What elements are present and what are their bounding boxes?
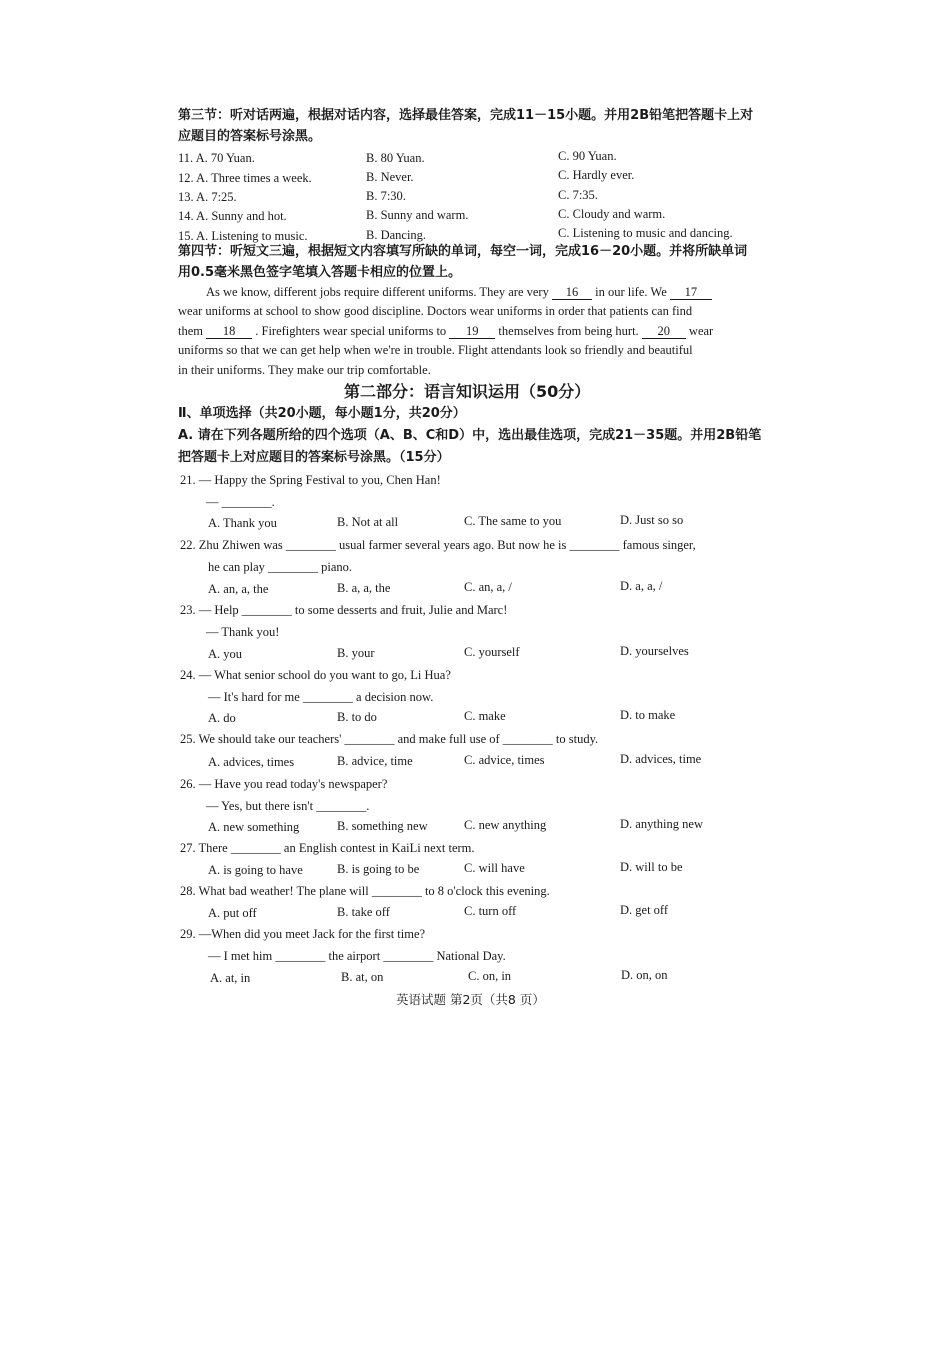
passage-line-2: wear uniforms at school to show good discipline. Doctors wear uniforms in order that patients can find [178,304,693,318]
mcq-25-stem: 25. We should take our teachers' ________ and make full use of ________ to study. [180,732,599,746]
passage-line-5: in their uniforms. They make our trip comfortable. [178,363,431,377]
mcq-26-reply: — Yes, but there isn't ________. [206,799,370,813]
question-14-option-a: 14. A. Sunny and hot. [178,209,287,223]
mcq-27-option-d: D. will to be [620,860,683,874]
mcq-23-option-a: A. you [208,647,243,661]
page-footer: 英语试题 第2页（共8 页） [396,992,545,1007]
mcq-24-option-c: C. make [464,709,506,723]
question-12-option-c: C. Hardly ever. [558,168,635,182]
blank-16: 16 [552,285,592,300]
mcq-25-option-a: A. advices, times [208,755,295,769]
mcq-27-option-b: B. is going to be [337,862,420,876]
mcq-27-option-c: C. will have [464,861,525,875]
mcq-23-stem: 23. — Help ________ to some desserts and fruit, Julie and Marc! [180,603,508,617]
blank-20: 20 [642,324,686,339]
mcq-27-option-a: A. is going to have [208,863,303,877]
passage-text: As we know, different jobs require different uniforms. They are very [206,285,549,299]
question-15-option-b: B. Dancing. [366,228,427,242]
mcq-26-option-d: D. anything new [620,817,703,831]
question-12-option-a: 12. A. Three times a week. [178,171,312,185]
question-13-option-a: 13. A. 7:25. [178,190,237,204]
mcq-21-option-b: B. Not at all [337,515,399,529]
mcq-28-option-d: D. get off [620,903,669,917]
part2-heading: 第二部分：语言知识运用（50分） [344,382,591,401]
mcq-29-stem: 29. —When did you meet Jack for the first time? [180,927,426,941]
question-11-option-a: 11. A. 70 Yuan. [178,151,255,165]
mcq-24-option-a: A. do [208,711,236,725]
mcq-24-option-b: B. to do [337,710,377,724]
mcq-22-stem: 22. Zhu Zhiwen was ________ usual farmer several years ago. But now he is ________ famous singer, [180,538,696,552]
question-11-option-b: B. 80 Yuan. [366,151,425,165]
mcq-24-stem: 24. — What senior school do you want to go, Li Hua? [180,668,451,682]
question-13-option-c: C. 7:35. [558,188,598,202]
mcq-29-option-d: D. on, on [621,968,668,982]
part2-sub-heading: Ⅱ、单项选择（共20小题，每小题1分，共20分） [178,406,466,421]
section4-instruction-line2: 用0.5毫米黑色签字笔填入答题卡相应的位置上。 [178,265,462,280]
passage-text: in our life. We [595,285,667,299]
mcq-24-option-d: D. to make [620,708,676,722]
mcq-27-stem: 27. There ________ an English contest in KaiLi next term. [180,841,475,855]
mcq-26-option-b: B. something new [337,819,428,833]
section4-instruction-line1: 第四节：听短文三遍，根据短文内容填写所缺的单词，每空一词，完成16－20小题。并将所缺单词 [178,244,748,259]
passage-text: . Firefighters wear special uniforms to [255,324,447,338]
mcq-29-option-b: B. at, on [341,970,384,984]
mcq-28-option-c: C. turn off [464,904,517,918]
question-12-option-b: B. Never. [366,170,414,184]
mcq-21-option-a: A. Thank you [208,516,277,530]
mcq-28-option-a: A. put off [208,906,257,920]
section3-instruction-line1: 第三节：听对话两遍，根据对话内容，选择最佳答案，完成11－15小题。并用2B铅笔把答题卡上对 [178,108,754,123]
mcq-22-option-c: C. an, a, / [464,580,512,594]
question-15-option-a: 15. A. Listening to music. [178,229,308,243]
question-14-option-b: B. Sunny and warm. [366,208,469,222]
mcq-23-reply: — Thank you! [206,625,280,639]
mcq-22-option-a: A. an, a, the [208,582,269,596]
question-15-option-c: C. Listening to music and dancing. [558,226,733,240]
mcq-28-stem: 28. What bad weather! The plane will ________ to 8 o'clock this evening. [180,884,550,898]
blank-18: 18 [206,324,252,339]
mcq-26-option-c: C. new anything [464,818,547,832]
mcq-29-reply: — I met him ________ the airport ________ National Day. [208,949,506,963]
question-14-option-c: C. Cloudy and warm. [558,207,666,221]
mcq-22-option-b: B. a, a, the [337,581,391,595]
passage-text: wear [688,324,714,338]
passage-line-3 [178,322,713,340]
mcq-25-option-d: D. advices, time [620,752,702,766]
passage-text: themselves from being hurt. [498,324,639,338]
mcq-23-option-d: D. yourselves [620,644,689,658]
mcq-21-reply: — ________. [206,495,275,509]
mcq-26-stem: 26. — Have you read today's newspaper? [180,777,388,791]
mcq-22-option-d: D. a, a, / [620,579,663,593]
mcq-24-reply: — It's hard for me ________ a decision now. [208,690,434,704]
mcq-23-option-b: B. your [337,646,375,660]
passage-line-1 [206,283,712,301]
mcq-25-option-c: C. advice, times [464,753,545,767]
question-11-option-c: C. 90 Yuan. [558,149,617,163]
section3-instruction-line2: 应题目的答案标号涂黑。 [178,129,322,144]
blank-17: 17 [670,285,712,300]
mcq-23-option-c: C. yourself [464,645,520,659]
mcq-25-option-b: B. advice, time [337,754,413,768]
mcq-29-option-a: A. at, in [210,971,251,985]
mcq-22-stem-cont: he can play ________ piano. [208,560,353,574]
mcq-21-stem: 21. — Happy the Spring Festival to you, Chen Han! [180,473,441,487]
blank-19: 19 [449,324,495,339]
passage-line-4: uniforms so that we can get help when we're in trouble. Flight attendants look so friendly and beautiful [178,343,693,357]
mcq-28-option-b: B. take off [337,905,390,919]
question-13-option-b: B. 7:30. [366,189,406,203]
mcq-29-option-c: C. on, in [468,969,512,983]
passage-text: them [178,324,203,338]
part2-instruction-line1: A. 请在下列各题所给的四个选项（A、B、C和D）中，选出最佳选项，完成21－35题。并用2B铅笔 [178,428,762,443]
part2-instruction-line2: 把答题卡上对应题目的答案标号涂黑。（15分） [178,450,450,465]
mcq-21-option-c: C. The same to you [464,514,562,528]
mcq-21-option-d: D. Just so so [620,513,684,527]
mcq-26-option-a: A. new something [208,820,300,834]
